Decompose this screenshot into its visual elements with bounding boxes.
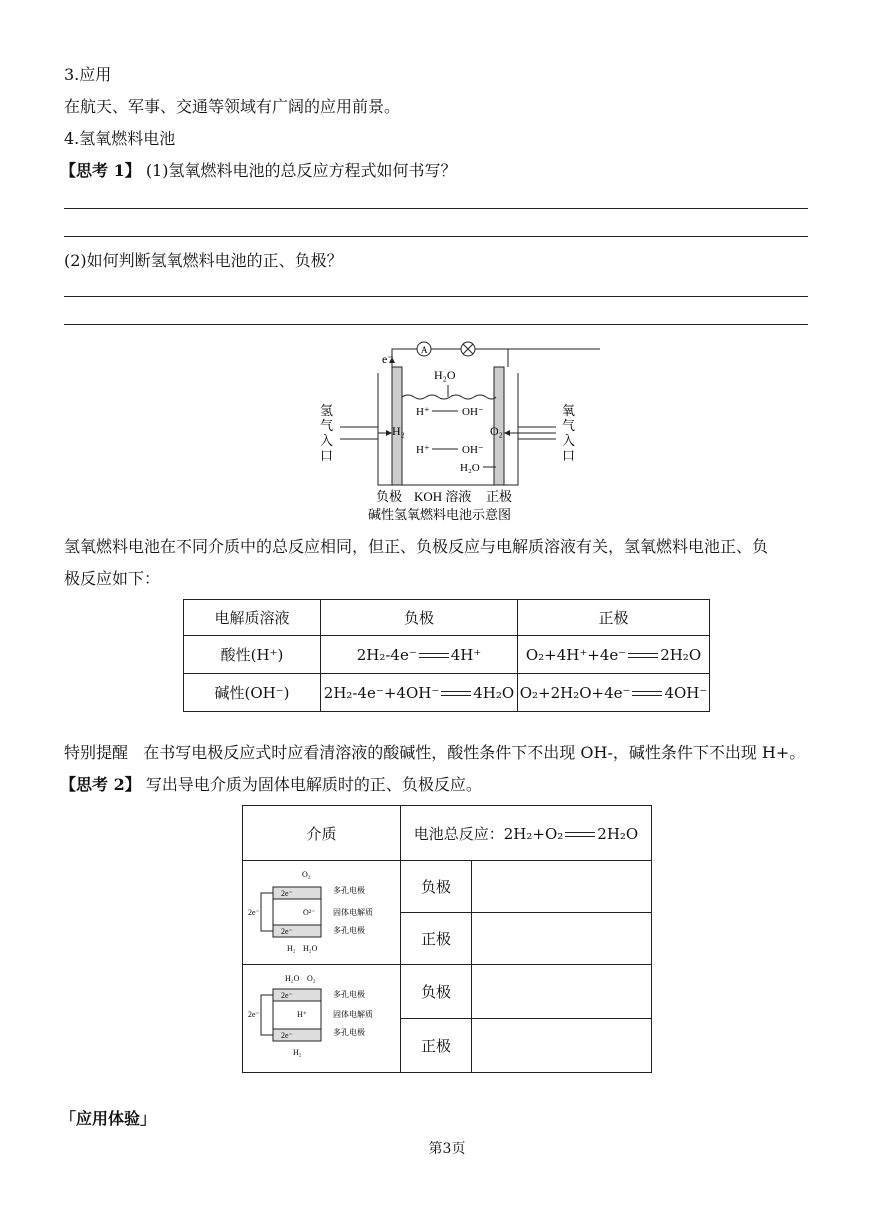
- svg-text:H₂: H₂: [286, 943, 296, 953]
- svg-text:O₂: O₂: [306, 973, 316, 983]
- svg-text:负极: 负极: [376, 489, 403, 504]
- table1-header-positive: 正极: [518, 600, 710, 636]
- svg-text:OH⁻: OH⁻: [462, 406, 484, 418]
- table-row: 2e⁻ 2e⁻ 2e⁻ O₂ O²⁻ H₂ H₂O 多孔电极 固体电解质 多孔电极 负极: [243, 861, 652, 913]
- table2-header-medium: 介质: [243, 806, 401, 861]
- table-row: 正极: [243, 913, 652, 965]
- svg-text:口: 口: [320, 448, 334, 463]
- svg-text:多孔电极: 多孔电极: [332, 885, 365, 895]
- svg-text:固体电解质: 固体电解质: [332, 1009, 373, 1019]
- svg-text:氢: 氢: [320, 403, 334, 418]
- cell1-diagram: [243, 861, 401, 965]
- svg-text:气: 气: [562, 418, 576, 433]
- tip-label: 特别提醒: [64, 743, 129, 762]
- table1-header-medium: 电解质溶液: [184, 600, 321, 636]
- table2-header-total: 电池总反应：2H₂+O₂ 2H₂O: [401, 806, 652, 861]
- svg-text:多孔电极: 多孔电极: [332, 925, 365, 935]
- svg-text:2e⁻: 2e⁻: [280, 888, 293, 898]
- svg-text:2e⁻: 2e⁻: [280, 1030, 293, 1040]
- cell2-diagram: [243, 965, 401, 1073]
- svg-text:入: 入: [562, 433, 576, 448]
- svg-text:气: 气: [320, 418, 334, 433]
- svg-text:H₂: H₂: [292, 1047, 302, 1057]
- think2-tag: 【思考 2】: [60, 775, 141, 794]
- cell1-positive-answer[interactable]: [472, 913, 652, 965]
- section-3-body: 在航天、军事、交通等领域有广阔的应用前景。: [64, 97, 401, 116]
- electron-label: e⁻: [382, 352, 394, 366]
- answer-line-1: [64, 208, 808, 209]
- table-row: 碱性(OH⁻) 2H₂-4e⁻+4OH⁻ 4H₂O O₂+2H₂O+4e⁻ 4OH⁻: [184, 674, 710, 712]
- svg-text:入: 入: [320, 433, 334, 448]
- svg-text:O²⁻: O²⁻: [302, 907, 315, 917]
- svg-text:O₂: O₂: [490, 424, 503, 438]
- paragraph-1: 氢氧燃料电池在不同介质中的总反应相同，但正、负极反应与电解质溶液有关，氢氧燃料电池正、负: [64, 537, 769, 556]
- answer-line-2: [64, 236, 808, 237]
- think1-tag: 【思考 1】: [60, 161, 141, 180]
- svg-text:H₂O: H₂O: [460, 462, 480, 474]
- svg-text:氧: 氧: [562, 403, 576, 418]
- fuel-cell-diagram: [300, 335, 600, 530]
- electrode-reaction-table: [183, 599, 710, 712]
- ammeter-label: A: [421, 345, 428, 355]
- think2-question: 写出导电介质为固体电解质时的正、负极反应。: [145, 775, 482, 794]
- section-4-title: 4.氢氧燃料电池: [64, 129, 176, 148]
- answer-line-4: [64, 324, 808, 325]
- svg-text:OH⁻: OH⁻: [462, 444, 484, 456]
- cell2-positive-answer[interactable]: [472, 1019, 652, 1073]
- cell2-negative-answer[interactable]: [472, 965, 652, 1019]
- solid-electrolyte-table: [242, 805, 652, 1073]
- h2o-top-label: H₂O: [434, 368, 456, 382]
- svg-text:H⁺: H⁺: [416, 444, 430, 456]
- svg-text:O₂: O₂: [301, 869, 311, 879]
- think2-line: [60, 774, 482, 796]
- svg-text:H₂O: H₂O: [284, 973, 299, 983]
- answer-line-3: [64, 296, 808, 297]
- tip-body: 在书写电极反应式时应看清溶液的酸碱性，酸性条件下不出现 OH-，碱性条件下不出现 H+。: [143, 743, 806, 762]
- svg-text:H₂: H₂: [392, 424, 405, 438]
- think1-question1: (1)氢氧燃料电池的总反应方程式如何书写？: [145, 161, 457, 180]
- think1-line: [60, 160, 456, 182]
- table1-header-negative: 负极: [321, 600, 518, 636]
- diagram-caption: 碱性氢氧燃料电池示意图: [368, 507, 512, 522]
- page-number: 第3页: [428, 1141, 466, 1157]
- tip-line: [64, 742, 805, 764]
- svg-text:2e⁻: 2e⁻: [247, 1009, 260, 1019]
- svg-text:2e⁻: 2e⁻: [247, 907, 260, 917]
- section-3-title: 3.应用: [64, 65, 112, 84]
- svg-text:口: 口: [562, 448, 576, 463]
- svg-text:H⁺: H⁺: [416, 406, 430, 418]
- svg-text:多孔电极: 多孔电极: [332, 989, 365, 999]
- svg-text:2e⁻: 2e⁻: [280, 990, 293, 1000]
- svg-text:2e⁻: 2e⁻: [280, 926, 293, 936]
- svg-text:H₂O: H₂O: [302, 943, 317, 953]
- table-row: 2e⁻ 2e⁻ 2e⁻ H₂O O₂ H⁺ H₂ 多孔电极 固体电解质 多孔电极 负极: [243, 965, 652, 1019]
- think1-question2: (2)如何判断氢氧燃料电池的正、负极？: [64, 251, 343, 270]
- svg-text:H⁺: H⁺: [296, 1009, 307, 1019]
- paragraph-1b: 极反应如下：: [64, 569, 161, 588]
- table-row: 正极: [243, 1019, 652, 1073]
- svg-text:多孔电极: 多孔电极: [332, 1027, 365, 1037]
- svg-text:KOH 溶液: KOH 溶液: [414, 489, 472, 504]
- svg-text:正极: 正极: [486, 489, 513, 504]
- cell1-negative-answer[interactable]: [472, 861, 652, 913]
- section-heading-application: 「应用体验」: [60, 1109, 157, 1128]
- table-row: 酸性(H⁺) 2H₂-4e⁻ 4H⁺ O₂+4H⁺+4e⁻ 2H₂O: [184, 636, 710, 674]
- svg-text:固体电解质: 固体电解质: [332, 907, 373, 917]
